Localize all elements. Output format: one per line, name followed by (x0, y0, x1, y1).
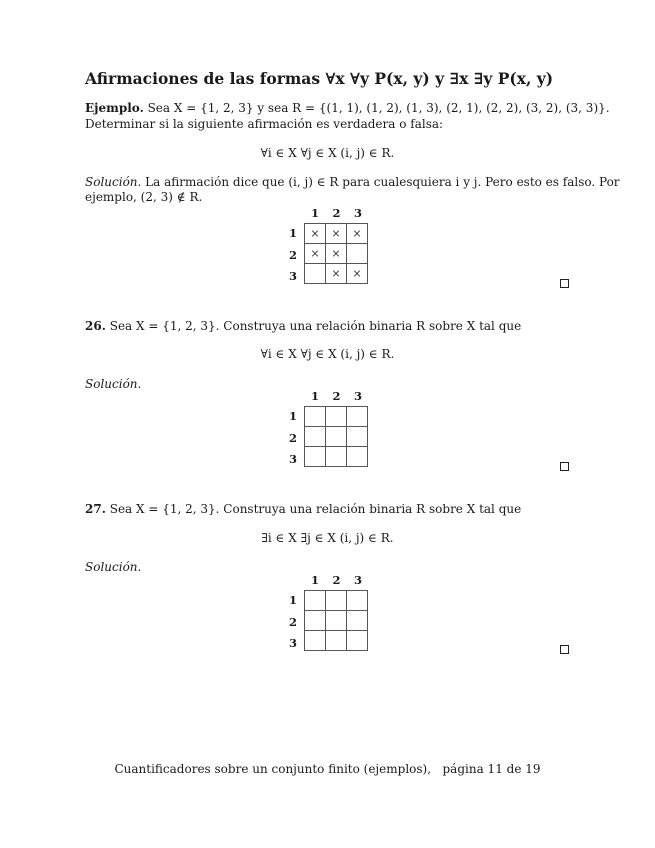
matrix-cell (305, 631, 326, 651)
matrix-row-label: 2 (288, 247, 297, 262)
qed-icon (560, 279, 569, 288)
matrix-cell (305, 264, 326, 284)
matrix-cell (326, 447, 347, 467)
matrix-cell: × (305, 224, 326, 244)
page-number: página 11 de 19 (442, 762, 541, 776)
matrix-cell: × (347, 264, 368, 284)
solution-label: Solución. (85, 175, 142, 189)
matrix-table (304, 590, 368, 651)
matrix-row (305, 264, 368, 284)
matrix-row-label: 2 (288, 430, 297, 445)
example-solution-line-1 (85, 174, 620, 190)
matrix-cell (347, 611, 368, 631)
matrix-column-label: 1 (310, 206, 319, 220)
matrix-cell (305, 611, 326, 631)
matrix-column-label: 2 (332, 573, 341, 587)
matrix-cell: × (326, 244, 347, 264)
matrix-row (305, 244, 368, 264)
problem-26-statement: Sea X = {1, 2, 3}. Construya una relación binaria R sobre X tal que (109, 319, 522, 333)
example-formula: ∀i ∈ X ∀j ∈ X (i, j) ∈ R. (260, 146, 395, 160)
matrix-column-label: 3 (353, 389, 362, 403)
matrix-cell: × (326, 264, 347, 284)
problem-27-line (85, 501, 521, 517)
example-heading: Ejemplo. (85, 101, 144, 115)
qed-icon (560, 462, 569, 471)
example-statement: Sea X = {1, 2, 3} y sea R = {(1, 1), (1, 2), (1, 3), (2, 1), (2, 2), (3, 2), (3, 3)}. (147, 101, 610, 115)
matrix-cell (326, 631, 347, 651)
page-footer (0, 762, 655, 776)
problem-27-number: 27. (85, 502, 106, 516)
problem-27-statement: Sea X = {1, 2, 3}. Construya una relación binaria R sobre X tal que (109, 502, 522, 516)
matrix-cell (305, 407, 326, 427)
matrix-row-label: 1 (288, 226, 297, 240)
matrix-row (305, 447, 368, 467)
matrix-row (305, 427, 368, 447)
matrix-cell (347, 407, 368, 427)
matrix-cell (347, 244, 368, 264)
matrix-cell: × (326, 224, 347, 244)
matrix-row (305, 224, 368, 244)
matrix-column-label: 3 (353, 573, 362, 587)
problem-27-solution-label: Solución. (85, 560, 142, 574)
matrix-cell (326, 427, 347, 447)
example-solution-line-2: ejemplo, (2, 3) ∉ R. (85, 190, 203, 204)
matrix-column-label: 1 (310, 389, 319, 403)
matrix-cell: × (305, 244, 326, 264)
matrix-cell: × (347, 224, 368, 244)
matrix-column-label: 2 (332, 389, 341, 403)
matrix-row (305, 591, 368, 611)
matrix-row (305, 407, 368, 427)
qed-icon (560, 645, 569, 654)
matrix-cell (326, 407, 347, 427)
matrix-cell (305, 447, 326, 467)
matrix-cell (326, 611, 347, 631)
problem-27-formula: ∃i ∈ X ∃j ∈ X (i, j) ∈ R. (261, 531, 394, 545)
problem-26-line (85, 318, 521, 334)
problem-26-solution-label: Solución. (85, 377, 142, 391)
matrix-row-label: 2 (288, 614, 297, 629)
matrix-row (305, 631, 368, 651)
matrix-row-label: 1 (288, 593, 297, 607)
example-line-2: Determinar si la siguiente afirmación es verdadera o falsa: (85, 117, 444, 131)
matrix-column-label: 2 (332, 206, 341, 220)
matrix-row-label: 3 (288, 636, 297, 650)
matrix-row-label: 3 (288, 269, 297, 283)
problem-26-number: 26. (85, 319, 106, 333)
matrix-cell (347, 427, 368, 447)
problem-26-formula: ∀i ∈ X ∀j ∈ X (i, j) ∈ R. (260, 347, 395, 361)
example-line-1 (85, 100, 610, 116)
matrix-row-label: 1 (288, 409, 297, 423)
matrix-cell (347, 591, 368, 611)
matrix-cell (305, 427, 326, 447)
matrix-row (305, 611, 368, 631)
matrix-cell (347, 631, 368, 651)
matrix-table (304, 223, 368, 284)
matrix-column-label: 3 (353, 206, 362, 220)
matrix-cell (326, 591, 347, 611)
matrix-cell (347, 447, 368, 467)
matrix-cell (305, 591, 326, 611)
matrix-row-label: 3 (288, 452, 297, 466)
solution-text: La afirmación dice que (i, j) ∈ R para cualesquiera i y j. Pero esto es falso. Por (145, 175, 620, 189)
matrix-column-label: 1 (310, 573, 319, 587)
matrix-table (304, 406, 368, 467)
section-title: Afirmaciones de las formas ∀x ∀y P(x, y) y ∃x ∃y P(x, y) (85, 69, 554, 88)
footer-text: Cuantificadores sobre un conjunto finito (ejemplos), (114, 762, 432, 776)
